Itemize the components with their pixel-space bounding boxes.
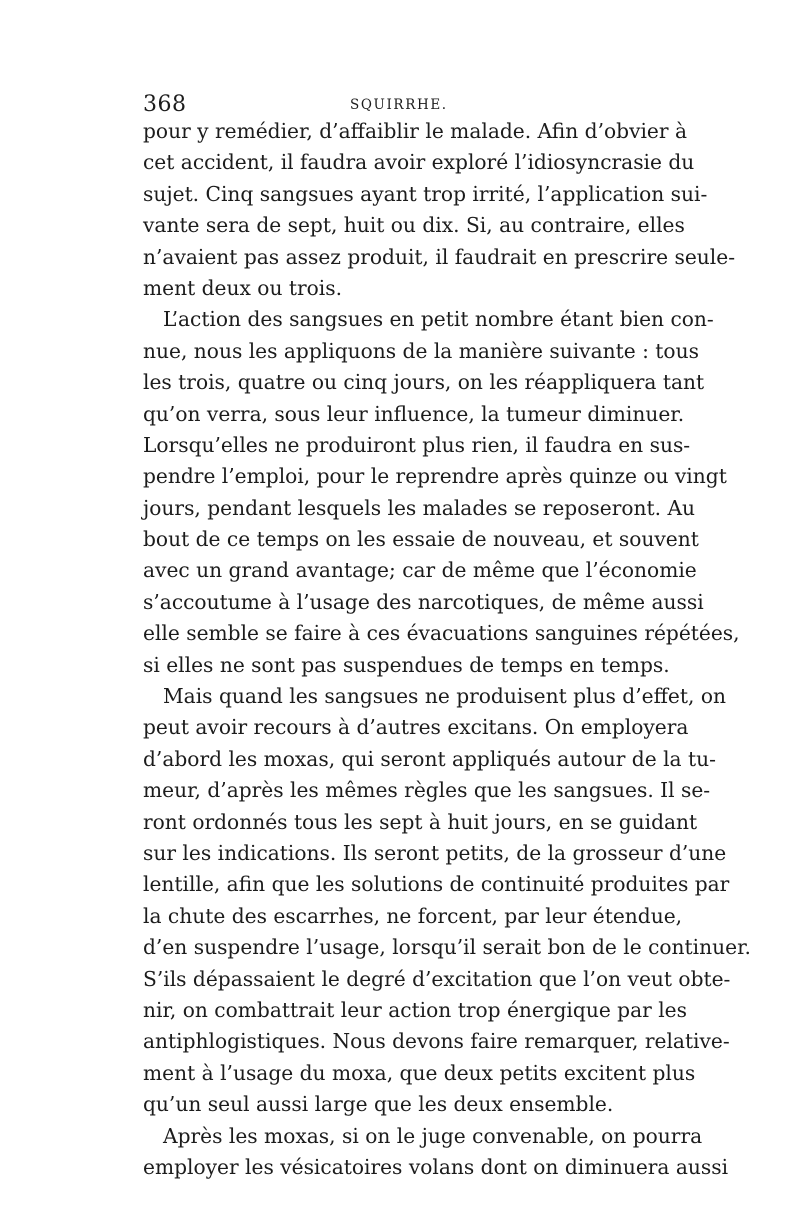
text-line: pour y remédier, d’affaiblir le malade. Afin d’obvier à: [143, 119, 687, 143]
text-line: n’avaient pas assez produit, il faudrait en prescrire seule-: [143, 244, 736, 269]
text-line: s’accoutume à l’usage des narcotiques, de même aussi: [143, 589, 704, 614]
text-line: Après les moxas, si on le juge convenable, on pourra: [163, 1123, 703, 1148]
text-line: antiphlogistiques. Nous devons faire remarquer, relative-: [143, 1029, 730, 1054]
text-line: sur les indications. Ils seront petits, de la grosseur d’une: [143, 840, 727, 865]
text-line: nir, on combattrait leur action trop énergique par les: [143, 997, 687, 1022]
text-line: la chute des escarrhes, ne forcent, par leur étendue,: [143, 903, 683, 928]
text-line: cet accident, il faudra avoir exploré l’idiosyncrasie du: [143, 150, 695, 175]
text-line: ment à l’usage du moxa, que deux petits excitent plus: [143, 1060, 696, 1085]
text-line: sujet. Cinq sangsues ayant trop irrité, l’application sui-: [143, 181, 708, 206]
text-line: nue, nous les appliquons de la manière suivante : tous: [143, 338, 699, 363]
text-line: peut avoir recours à d’autres excitans. On employera: [143, 715, 689, 740]
text-line: qu’on verra, sous leur influence, la tumeur diminuer.: [143, 401, 685, 426]
text-line: meur, d’après les mêmes règles que les sangsues. Il se-: [143, 778, 711, 803]
text-line: elle semble se faire à ces évacuations sanguines répétées,: [143, 621, 740, 646]
text-line: S’ils dépassaient le degré d’excitation que l’on veut obte-: [143, 966, 731, 991]
text-line: ment deux ou trois.: [143, 275, 343, 300]
text-line: Lorsqu’elles ne produiront plus rien, il faudra en sus-: [143, 432, 691, 457]
text-line: L’action des sangsues en petit nombre étant bien con-: [163, 307, 714, 332]
text-line: avec un grand avantage; car de même que l’économie: [143, 558, 697, 583]
running-head: SQUIRRHE.: [350, 97, 448, 113]
text-line: qu’un seul aussi large que les deux ensemble.: [143, 1092, 614, 1117]
text-line: Mais quand les sangsues ne produisent plus d’effet, on: [163, 684, 726, 709]
text-line: employer les vésicatoires volans dont on diminuera aussi: [143, 1154, 729, 1179]
text-line: d’abord les moxas, qui seront appliqués autour de la tu-: [143, 746, 716, 771]
text-line: d’en suspendre l’usage, lorsqu’il serait bon de le continuer.: [143, 935, 751, 960]
text-line: lentille, afin que les solutions de continuité produites par: [143, 872, 730, 897]
text-line: les trois, quatre ou cinq jours, on les réappliquera tant: [143, 370, 705, 395]
text-line: pendre l’emploi, pour le reprendre après quinze ou vingt: [143, 464, 727, 489]
text-line: vante sera de sept, huit ou dix. Si, au contraire, elles: [143, 213, 685, 238]
page-number: 368: [143, 92, 187, 117]
text-line: bout de ce temps on les essaie de nouveau, et souvent: [143, 527, 699, 552]
text-line: ront ordonnés tous les sept à huit jours, en se guidant: [143, 809, 698, 834]
text-line: si elles ne sont pas suspendues de temps en temps.: [143, 652, 670, 677]
text-line: jours, pendant lesquels les malades se reposeront. Au: [143, 495, 696, 520]
body-text: [143, 116, 751, 1183]
